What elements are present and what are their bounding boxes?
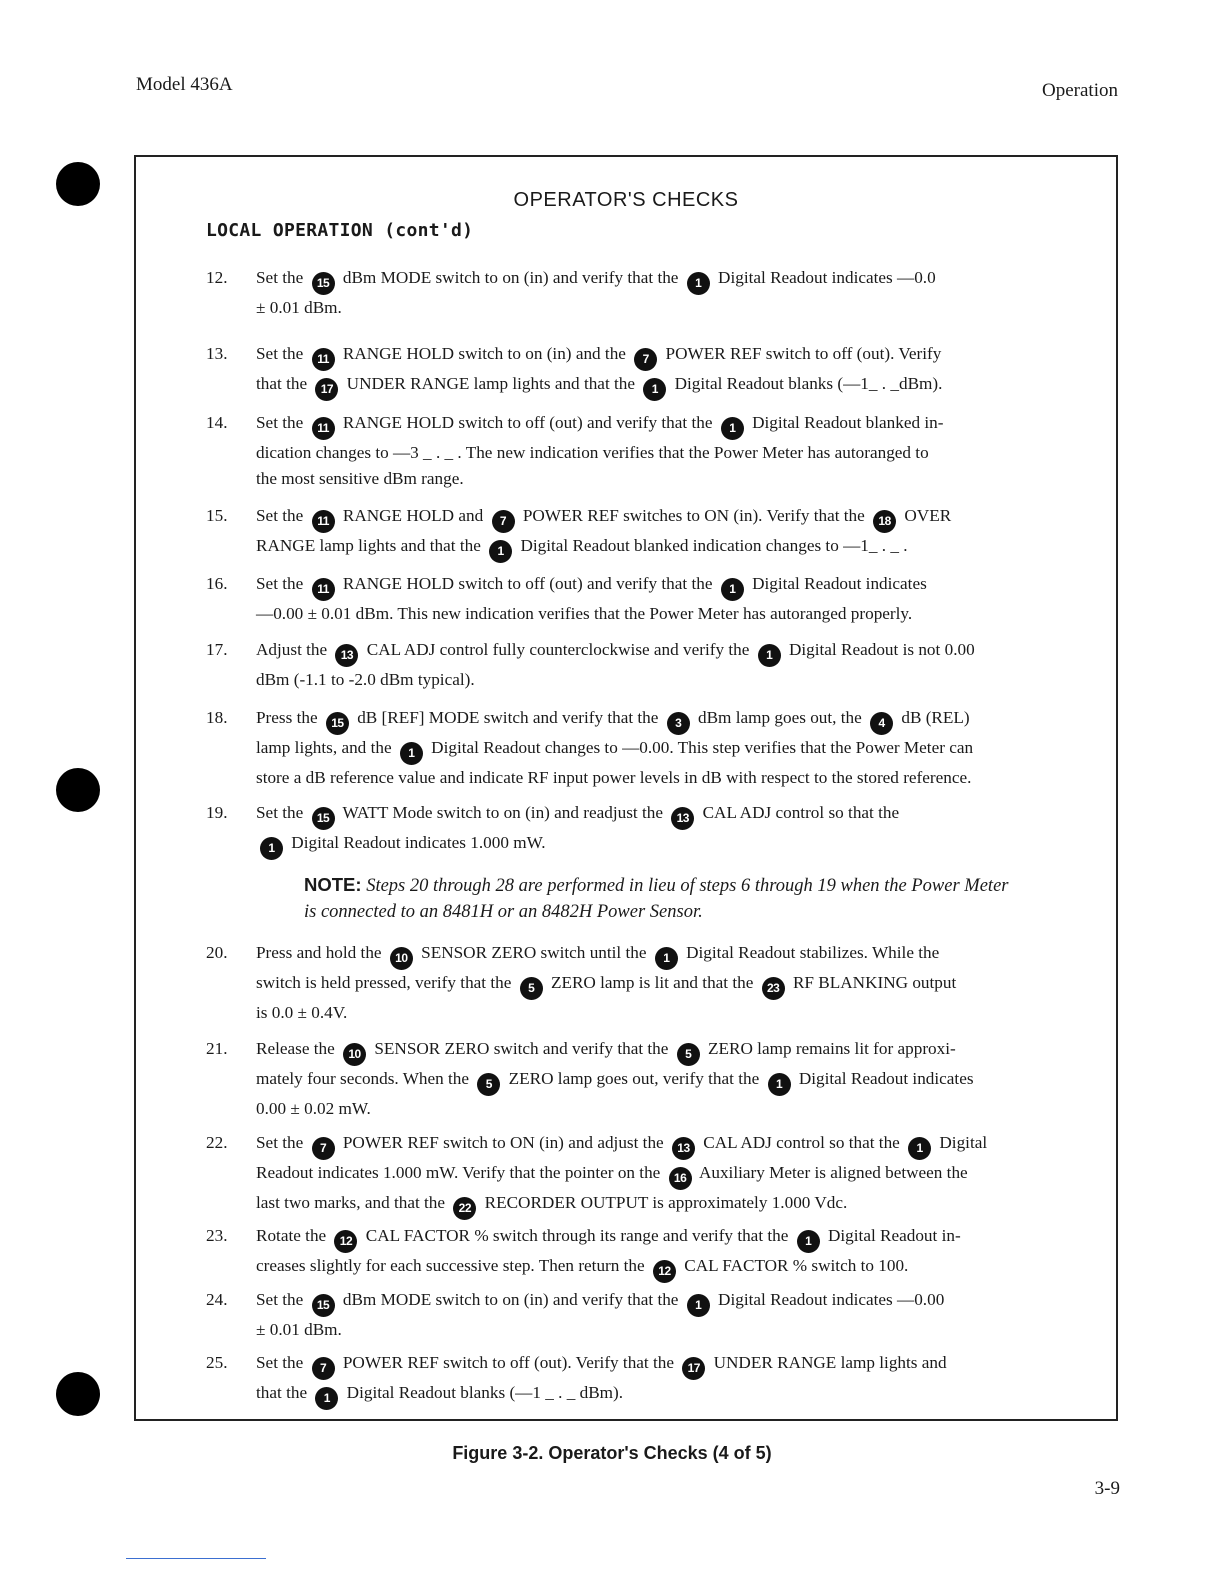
callout-number-icon: 1 — [768, 1073, 791, 1096]
step-line: ± 0.01 dBm. — [256, 1320, 342, 1339]
step-line: Press and hold the 10 SENSOR ZERO switch until the 1 Digital Readout stabilizes. While the — [256, 940, 1096, 970]
callout-number-icon: 12 — [334, 1230, 357, 1253]
callout-number-icon: 11 — [312, 417, 335, 440]
step-text — [256, 1287, 1096, 1343]
step-line: creases slightly for each successive step. Then return the 12 CAL FACTOR % switch to 100. — [256, 1253, 1096, 1283]
step-line: switch is held pressed, verify that the 5 ZERO lamp is lit and that the 23 RF BLANKING output — [256, 970, 1096, 1000]
step-line: that the 1 Digital Readout blanks (—1 _ . _ dBm). — [256, 1380, 1096, 1410]
note-block — [304, 872, 1024, 925]
step-text — [256, 940, 1096, 1026]
step-line: store a dB reference value and indicate RF input power levels in dB with respect to the stored reference. — [256, 768, 972, 787]
callout-number-icon: 5 — [677, 1043, 700, 1066]
step-text — [256, 1223, 1096, 1283]
step-item — [206, 705, 1096, 791]
section-heading: LOCAL OPERATION (cont'd) — [206, 220, 474, 241]
step-number: 15. — [206, 506, 228, 525]
callout-number-icon: 15 — [312, 272, 335, 295]
step-line: Adjust the 13 CAL ADJ control fully counterclockwise and verify the 1 Digital Readout is not 0.00 — [256, 637, 1096, 667]
step-line: ± 0.01 dBm. — [256, 298, 342, 317]
callout-number-icon: 15 — [312, 1294, 335, 1317]
callout-number-icon: 1 — [315, 1387, 338, 1410]
section-header: Operation — [1042, 80, 1118, 101]
callout-number-icon: 5 — [520, 977, 543, 1000]
step-line: that the 17 UNDER RANGE lamp lights and that the 1 Digital Readout blanks (—1_ . _dBm). — [256, 371, 1096, 401]
callout-number-icon: 1 — [721, 417, 744, 440]
callout-number-icon: 1 — [260, 837, 283, 860]
step-item — [206, 1350, 1096, 1410]
callout-number-icon: 11 — [312, 348, 335, 371]
operators-checks-box — [134, 155, 1118, 1421]
step-number: 20. — [206, 943, 228, 962]
callout-number-icon: 13 — [672, 1137, 695, 1160]
step-text — [256, 637, 1096, 693]
step-number: 22. — [206, 1133, 228, 1152]
callout-number-icon: 23 — [762, 977, 785, 1000]
step-line: Set the 11 RANGE HOLD switch to off (out) and verify that the 1 Digital Readout blanked in- — [256, 410, 1096, 440]
step-number: 18. — [206, 708, 228, 727]
binder-hole-middle — [56, 768, 100, 812]
callout-number-icon: 1 — [687, 272, 710, 295]
step-line: 0.00 ± 0.02 mW. — [256, 1099, 371, 1118]
callout-number-icon: 10 — [390, 947, 413, 970]
step-number: 21. — [206, 1039, 228, 1058]
step-item — [206, 1036, 1096, 1122]
callout-number-icon: 16 — [669, 1167, 692, 1190]
callout-number-icon: 12 — [653, 1260, 676, 1283]
step-text — [256, 410, 1096, 491]
model-header: Model 436A — [136, 74, 233, 95]
step-line: Release the 10 SENSOR ZERO switch and verify that the 5 ZERO lamp remains lit for approxi- — [256, 1036, 1096, 1066]
callout-number-icon: 11 — [312, 510, 335, 533]
step-text — [256, 503, 1096, 563]
step-item — [206, 940, 1096, 1026]
step-text — [256, 341, 1096, 401]
step-line: Set the 15 dBm MODE switch to on (in) and verify that the 1 Digital Readout indicates —0.0 — [256, 265, 1096, 295]
step-number: 23. — [206, 1226, 228, 1245]
step-text — [256, 1130, 1096, 1220]
step-text — [256, 1350, 1096, 1410]
callout-number-icon: 1 — [489, 540, 512, 563]
step-line: the most sensitive dBm range. — [256, 468, 464, 488]
callout-number-icon: 17 — [682, 1357, 705, 1380]
step-number: 19. — [206, 803, 228, 822]
callout-number-icon: 1 — [758, 644, 781, 667]
callout-number-icon: 13 — [671, 807, 694, 830]
callout-number-icon: 1 — [687, 1294, 710, 1317]
step-item — [206, 637, 1096, 693]
step-line: dication changes to —3 _ . _ . The new indication verifies that the Power Meter has autoranged to — [256, 443, 929, 462]
step-line: Set the 7 POWER REF switch to ON (in) and adjust the 13 CAL ADJ control so that the 1 Digital — [256, 1130, 1096, 1160]
step-line: —0.00 ± 0.01 dBm. This new indication verifies that the Power Meter has autoranged properly. — [256, 604, 913, 623]
step-text — [256, 571, 1096, 627]
step-line: RANGE lamp lights and that the 1 Digital Readout blanked indication changes to —1_ . _ . — [256, 533, 1096, 563]
callout-number-icon: 7 — [312, 1357, 335, 1380]
step-number: 16. — [206, 574, 228, 593]
note-label: NOTE: — [304, 874, 362, 895]
step-text — [256, 800, 1096, 860]
step-item — [206, 341, 1096, 401]
step-line: Set the 11 RANGE HOLD and 7 POWER REF switches to ON (in). Verify that the 18 OVER — [256, 503, 1096, 533]
callout-number-icon: 22 — [453, 1197, 476, 1220]
callout-number-icon: 1 — [908, 1137, 931, 1160]
step-item — [206, 571, 1096, 627]
step-line: Readout indicates 1.000 mW. Verify that the pointer on the 16 Auxiliary Meter is aligned between the — [256, 1160, 1096, 1190]
callout-number-icon: 1 — [797, 1230, 820, 1253]
callout-number-icon: 4 — [870, 712, 893, 735]
step-line: dBm (-1.1 to -2.0 dBm typical). — [256, 670, 475, 689]
step-number: 12. — [206, 268, 228, 287]
step-item — [206, 1287, 1096, 1343]
step-text — [256, 265, 1096, 321]
step-item — [206, 1130, 1096, 1220]
callout-number-icon: 5 — [477, 1073, 500, 1096]
callout-number-icon: 1 — [400, 742, 423, 765]
step-number: 25. — [206, 1353, 228, 1372]
step-text — [256, 1036, 1096, 1122]
callout-number-icon: 1 — [643, 378, 666, 401]
step-line: Set the 11 RANGE HOLD switch to off (out) and verify that the 1 Digital Readout indicates — [256, 571, 1096, 601]
step-text — [256, 705, 1096, 791]
footer-rule — [126, 1558, 266, 1559]
step-line: lamp lights, and the 1 Digital Readout changes to —0.00. This step verifies that the Power Meter can — [256, 735, 1096, 765]
step-number: 13. — [206, 344, 228, 363]
step-line: last two marks, and that the 22 RECORDER OUTPUT is approximately 1.000 Vdc. — [256, 1190, 1096, 1220]
callout-number-icon: 1 — [655, 947, 678, 970]
step-line: Set the 11 RANGE HOLD switch to on (in) and the 7 POWER REF switch to off (out). Verify — [256, 341, 1096, 371]
step-line: mately four seconds. When the 5 ZERO lamp goes out, verify that the 1 Digital Readout indicates — [256, 1066, 1096, 1096]
step-number: 17. — [206, 640, 228, 659]
step-line: Rotate the 12 CAL FACTOR % switch through its range and verify that the 1 Digital Readout in- — [256, 1223, 1096, 1253]
step-line: is 0.0 ± 0.4V. — [256, 1003, 348, 1022]
step-line: Set the 7 POWER REF switch to off (out). Verify that the 17 UNDER RANGE lamp lights and — [256, 1350, 1096, 1380]
step-line: Set the 15 dBm MODE switch to on (in) and verify that the 1 Digital Readout indicates —0.00 — [256, 1287, 1096, 1317]
callout-number-icon: 15 — [312, 807, 335, 830]
step-number: 24. — [206, 1290, 228, 1309]
callout-number-icon: 3 — [667, 712, 690, 735]
callout-number-icon: 15 — [326, 712, 349, 735]
box-title: OPERATOR'S CHECKS — [513, 189, 739, 211]
callout-number-icon: 13 — [335, 644, 358, 667]
callout-number-icon: 7 — [634, 348, 657, 371]
binder-hole-top — [56, 162, 100, 206]
step-line: 1 Digital Readout indicates 1.000 mW. — [256, 830, 1096, 860]
page-number: 3-9 — [1094, 1478, 1120, 1499]
figure-caption: Figure 3-2. Operator's Checks (4 of 5) — [452, 1443, 772, 1463]
callout-number-icon: 1 — [721, 578, 744, 601]
callout-number-icon: 10 — [343, 1043, 366, 1066]
step-item — [206, 265, 1096, 321]
step-item — [206, 1223, 1096, 1283]
step-line: Press the 15 dB [REF] MODE switch and verify that the 3 dBm lamp goes out, the 4 dB (REL) — [256, 705, 1096, 735]
binder-hole-bottom — [56, 1372, 100, 1416]
step-item — [206, 503, 1096, 563]
callout-number-icon: 7 — [312, 1137, 335, 1160]
callout-number-icon: 17 — [315, 378, 338, 401]
callout-number-icon: 18 — [873, 510, 896, 533]
step-line: Set the 15 WATT Mode switch to on (in) and readjust the 13 CAL ADJ control so that the — [256, 800, 1096, 830]
note-text: Steps 20 through 28 are performed in lieu of steps 6 through 19 when the Power Meter is connected to an 8481H or an 8482H Power Sensor. — [304, 876, 1009, 922]
callout-number-icon: 7 — [492, 510, 515, 533]
callout-number-icon: 11 — [312, 578, 335, 601]
step-item — [206, 410, 1096, 491]
step-number: 14. — [206, 413, 228, 432]
step-item — [206, 800, 1096, 860]
